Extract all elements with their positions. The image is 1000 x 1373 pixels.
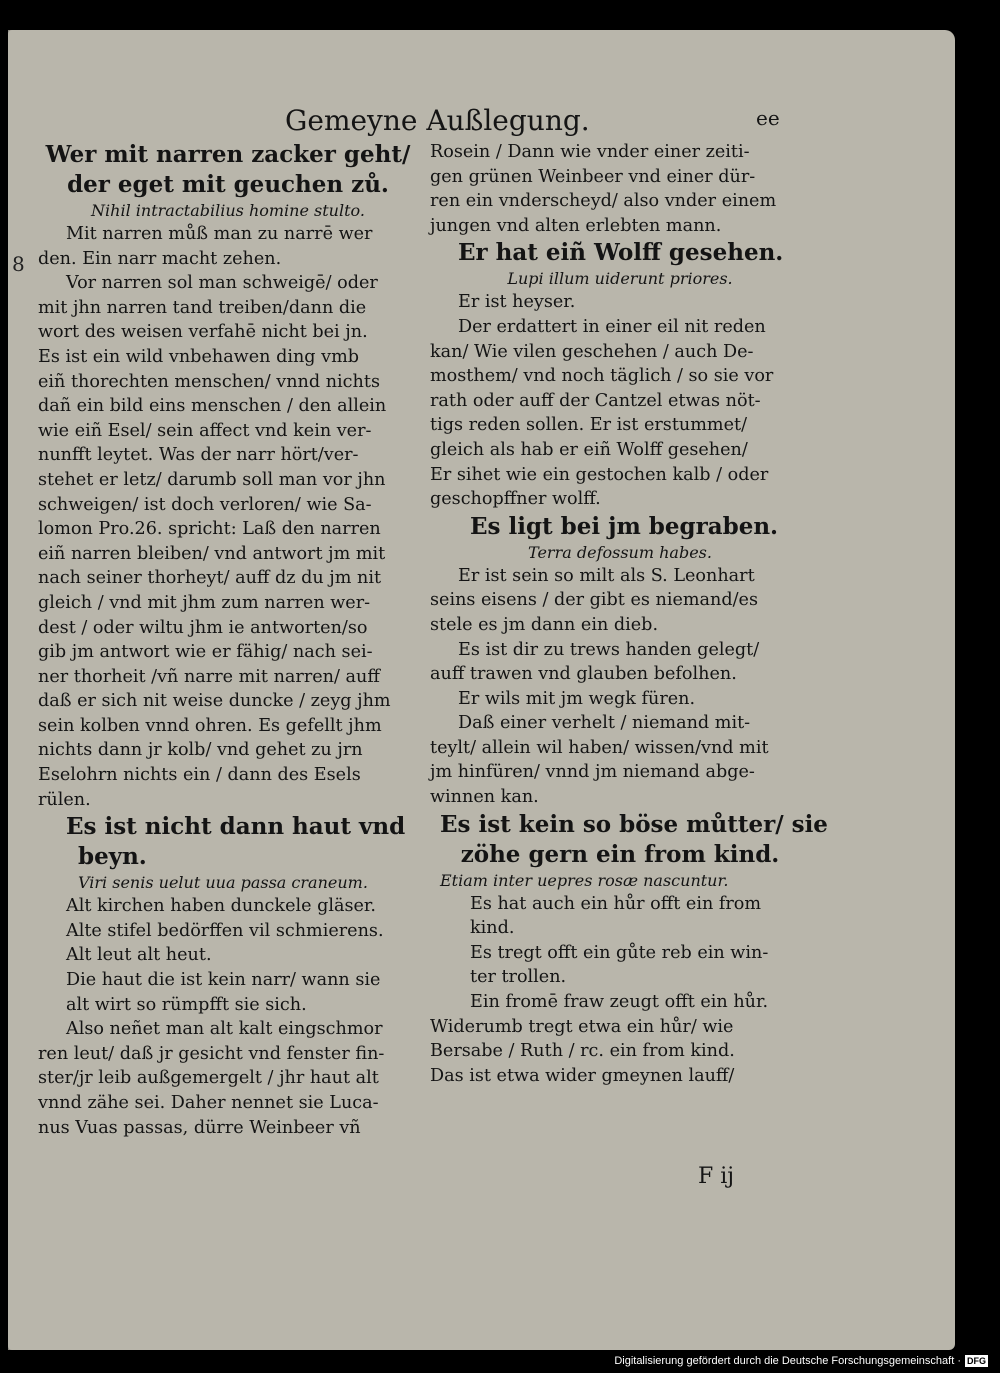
text-line: ren ein vnderscheyd/ also vnder einem bbox=[430, 191, 777, 212]
text-line: Es ist nicht dann haut vnd bbox=[66, 813, 406, 841]
text-line: Widerumb tregt etwa ein hůr/ wie bbox=[430, 1016, 734, 1037]
text-line: mosthem/ vnd noch täglich / so sie vor bbox=[430, 366, 774, 387]
text-line: Etiam inter uepres rosæ nascuntur. bbox=[440, 870, 729, 890]
text-line: rülen. bbox=[38, 789, 91, 810]
text-line: Es tregt offt ein gůte reb ein win- bbox=[470, 942, 769, 963]
text-line: Nihil intractabilius homine stulto. bbox=[91, 201, 365, 220]
footer-text: Digitalisierung gefördert durch die Deutsche Forschungsgemeinschaft · bbox=[614, 1355, 961, 1367]
text-line: schweigen/ ist doch verloren/ wie Sa- bbox=[38, 494, 372, 515]
text-line: eiñ narren bleiben/ vnd antwort jm mit bbox=[38, 543, 386, 564]
folio-number: ee bbox=[756, 106, 780, 130]
text-line: ner thorheit /vñ narre mit narren/ auff bbox=[38, 666, 380, 687]
text-line: jm hinfüren/ vnnd jm niemand abge- bbox=[430, 762, 755, 783]
text-line: den. Ein narr macht zehen. bbox=[38, 248, 282, 269]
text-line: Er wils mit jm wegk füren. bbox=[458, 688, 696, 709]
text-line: stele es jm dann ein dieb. bbox=[430, 614, 659, 635]
text-line: zöhe gern ein from kind. bbox=[460, 840, 780, 868]
text-line: Eselohrn nichts ein / dann des Esels bbox=[38, 765, 361, 786]
text-line: beyn. bbox=[78, 843, 147, 871]
text-line: winnen kan. bbox=[430, 787, 539, 808]
text-line: Lupi illum uiderunt priores. bbox=[507, 269, 733, 289]
text-line: Vor narren sol man schweigē/ oder bbox=[66, 273, 378, 294]
text-line: Er ist sein so milt als S. Leonhart bbox=[458, 565, 755, 586]
text-line: daß er sich nit weise duncke / zeyg jhm bbox=[38, 691, 391, 712]
text-line: seins eisens / der gibt es niemand/es bbox=[430, 590, 759, 611]
text-line: Bersabe / Ruth / rc. ein from kind. bbox=[430, 1041, 735, 1062]
text-line: nus Vuas passas, dürre Weinbeer vñ bbox=[38, 1117, 361, 1138]
text-line: eiñ thorechten menschen/ vnnd nichts bbox=[38, 371, 380, 392]
text-line: lomon Pro.26. spricht: Laß den narren bbox=[38, 519, 381, 540]
text-line: Das ist etwa wider gmeynen lauff/ bbox=[430, 1065, 735, 1086]
text-line: nach seiner thorheyt/ auff dz du jm nit bbox=[38, 568, 382, 589]
text-line: Alt kirchen haben dunckele gläser. bbox=[66, 896, 377, 917]
text-line: rath oder auff der Cantzel etwas nöt- bbox=[430, 390, 761, 411]
text-line: gen grünen Weinbeer vnd einer dür- bbox=[430, 166, 756, 187]
text-line: teylt/ allein wil haben/ wissen/vnd mit bbox=[430, 737, 769, 758]
text-line: ter trollen. bbox=[470, 967, 567, 988]
text-line: Er ist heyser. bbox=[458, 292, 576, 313]
dfg-logo: DFG bbox=[967, 1356, 986, 1366]
signature-mark: F ij bbox=[698, 1164, 735, 1189]
text-line: jungen vnd alten erlebten mann. bbox=[430, 215, 722, 236]
text-line: gleich / vnd mit jhm zum narren wer- bbox=[38, 592, 371, 613]
text-line: nunfft leytet. Was der narr hört/ver- bbox=[38, 445, 359, 466]
text-line: auff trawen vnd glauben befolhen. bbox=[430, 664, 737, 685]
text-line: kan/ Wie vilen geschehen / auch De- bbox=[430, 341, 754, 362]
text-line: nichts dann jr kolb/ vnd gehet zu jrn bbox=[38, 740, 363, 761]
text-line: Es hat auch ein hůr offt ein from bbox=[470, 893, 762, 914]
text-line: der eget mit geuchen zů. bbox=[67, 171, 389, 198]
text-line: Viri senis uelut uua passa craneum. bbox=[78, 873, 368, 893]
footer-credit bbox=[614, 1355, 988, 1367]
text-line: dañ ein bild eins menschen / den allein bbox=[38, 396, 387, 417]
margin-mark: 8 bbox=[12, 252, 25, 276]
text-line: Er hat eiñ Wolff gesehen. bbox=[458, 239, 784, 267]
text-line: sein kolben vnnd ohren. Es gefellt jhm bbox=[38, 715, 382, 736]
text-line: tigs reden sollen. Er ist erstummet/ bbox=[430, 415, 747, 436]
text-line: Daß einer verhelt / niemand mit- bbox=[458, 713, 751, 734]
text-line: kind. bbox=[470, 918, 515, 939]
text-line: mit jhn narren tand treiben/dann die bbox=[38, 297, 367, 318]
text-line: Mit narren můß man zu narrē wer bbox=[66, 224, 373, 244]
text-line: vnnd zähe sei. Daher nennet sie Luca- bbox=[38, 1093, 379, 1113]
text-line: dest / oder wiltu jhm ie antworten/so bbox=[38, 617, 368, 638]
text-line: Es ligt bei jm begraben. bbox=[470, 512, 779, 540]
right-text-column bbox=[430, 140, 828, 1088]
text-line: Wer mit narren zacker geht/ bbox=[45, 141, 411, 168]
text-line: wie eiñ Esel/ sein affect vnd kein ver- bbox=[38, 420, 372, 441]
text-line: alt wirt so rümpfft sie sich. bbox=[66, 994, 307, 1015]
text-line: gleich als hab er eiñ Wolff gesehen/ bbox=[430, 439, 748, 460]
text-line: Er sihet wie ein gestochen kalb / oder bbox=[430, 464, 769, 485]
text-line: Die haut die ist kein narr/ wann sie bbox=[66, 970, 381, 991]
text-line: Also neñet man alt kalt eingschmor bbox=[66, 1019, 383, 1040]
text-line: Terra defossum habes. bbox=[528, 542, 712, 562]
text-line: ster/jr leib außgemergelt / jhr haut alt bbox=[38, 1068, 379, 1089]
text-line: wort des weisen verfahē nicht bei jn. bbox=[38, 322, 368, 343]
text-line: Alte stifel bedörffen vil schmierens. bbox=[66, 920, 384, 941]
text-line: geschopffner wolff. bbox=[430, 489, 601, 510]
text-line: gib jm antwort wie er fähig/ nach sei- bbox=[38, 642, 373, 663]
left-text-column bbox=[38, 140, 418, 1140]
text-line: Ein fromē fraw zeugt offt ein hůr. bbox=[470, 992, 769, 1013]
text-line: stehet er letz/ darumb soll man vor jhn bbox=[38, 469, 386, 490]
text-line: Rosein / Dann wie vnder einer zeiti- bbox=[430, 142, 750, 162]
text-line: ren leut/ daß jr gesicht vnd fenster fin- bbox=[38, 1043, 385, 1064]
text-line: Alt leut alt heut. bbox=[66, 945, 212, 966]
text-line: Es ist kein so böse můtter/ sie bbox=[440, 810, 828, 838]
text-line: Der erdattert in einer eil nit reden bbox=[458, 316, 766, 337]
text-line: Es ist ein wild vnbehawen ding vmb bbox=[38, 346, 360, 367]
running-title: Gemeyne Außlegung. bbox=[285, 104, 590, 137]
text-line: Es ist dir zu trews handen gelegt/ bbox=[458, 639, 760, 660]
